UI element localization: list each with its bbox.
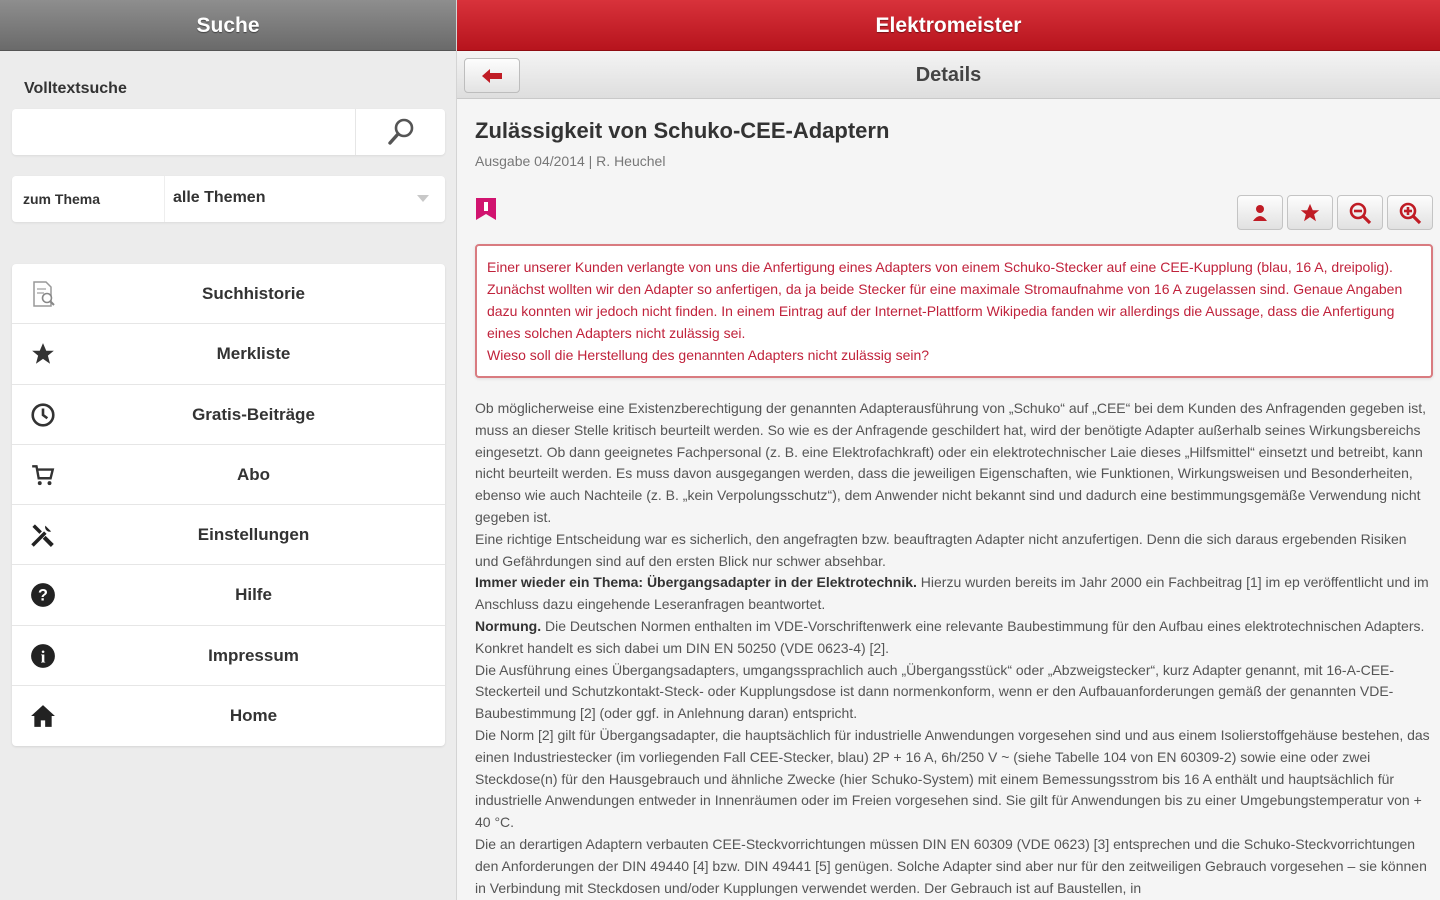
history-doc-icon — [29, 281, 57, 307]
zoom-out-icon — [1348, 201, 1372, 225]
menu-item-label: Hilfe — [235, 585, 272, 605]
svg-text:i: i — [40, 647, 46, 667]
author-button[interactable] — [1237, 195, 1283, 230]
zoom-out-button[interactable] — [1337, 195, 1383, 230]
body-paragraph — [475, 660, 1433, 725]
star-icon — [29, 341, 57, 367]
article-actions — [1237, 195, 1433, 230]
body-paragraph — [475, 398, 1433, 529]
topic-filter — [12, 176, 445, 222]
body-paragraph — [475, 529, 1433, 573]
menu-item-impressum[interactable] — [12, 626, 445, 686]
bookmark-star-button[interactable] — [1287, 195, 1333, 230]
search-button[interactable] — [355, 109, 445, 155]
menu-item-hilfe[interactable] — [12, 565, 445, 625]
svg-text:?: ? — [38, 586, 48, 605]
search-input[interactable] — [12, 109, 354, 155]
help-icon — [29, 582, 57, 608]
search-icon — [385, 116, 417, 148]
tools-icon — [29, 522, 57, 548]
star-icon — [1299, 202, 1321, 224]
reader-question — [475, 244, 1433, 378]
info-icon — [29, 643, 57, 669]
fulltext-search-label: Volltextsuche — [24, 80, 127, 97]
menu-item-label: Einstellungen — [197, 525, 310, 545]
paragraph-text: Die Deutschen Normen enthalten im VDE-Vorschriftenwerk eine relevante Baubestimmung für den Aufbau eines elektrotechnischen Adapters. Konkret handelt es sich dabei um DIN EN 50250 (VDE 0623-4) [2]. — [475, 617, 1425, 656]
cart-icon — [29, 462, 57, 488]
body-paragraph — [475, 616, 1433, 660]
paragraph-text: Ob möglicherweise eine Existenzberechtigung der genannten Adapterausführung von „Schuko“ auf „CEE“ bei dem Kunden des Anfragenden gegeben ist, muss an dieser Stelle kritisch beurteilt werden. So wie es der Anfragende geschildert hat, wird der benötigte Adapter außerhalb seines Wirkungsbereichs eingesetzt. Ob dann geeignetes Fachpersonal (z. B. eine Elektrofachkraft) oder ein elektrotechnischer Laie dieses „Hilfsmittel“ einsetzt und betreibt, kann nicht beurteilt werden. Es muss davon ausgegangen werden, dass die jeweiligen Eigenschaften, wie Funktionen, Wirkungsweisen und Besonderheiten, ebenso wie auch Nachteile (z. B. „kein Verpolungsschutz“), dem Anwender nicht bekannt sind und dadurch eine bestimmungsgemäße Verwendung nicht gegeben ist. — [475, 400, 1427, 525]
menu-item-merkliste[interactable] — [12, 324, 445, 384]
article-title: Zulässigkeit von Schuko-CEE-Adaptern — [475, 118, 890, 143]
person-icon — [1250, 203, 1270, 223]
paragraph-lead: Normung. — [475, 617, 542, 634]
menu-item-gratis-beitraege[interactable] — [12, 385, 445, 445]
arrow-left-icon — [481, 68, 503, 84]
paragraph-text: Hierzu wurden bereits im Jahr 2000 ein Fachbeitrag [1] im ep veröffentlicht und im Anschluss dazu eingehende Leseranfragen beantwortet. — [475, 574, 1429, 613]
article — [475, 118, 1433, 896]
question-paragraph: Einer unserer Kunden verlangte von uns die Anfertigung eines Adapters von einem Schuko-Stecker auf eine CEE-Kupplung (blau, 16 A, dreipolig). Zunächst wollten wir den Adapter so anfertigen, da ja beide Stecker für eine maximale Stromaufnahme von 16 A zugelassen sind. Genaue Angaben dazu konnten wir jedoch nicht finden. In einem Eintrag auf der Internet-Plattform Wikipedia fanden wir allerdings die Aussage, dass die Anfertigung eines solchen Adapters nicht zulässig sei. — [487, 259, 1403, 341]
menu-item-label: Gratis-Beiträge — [192, 404, 315, 424]
topic-select[interactable] — [164, 176, 445, 222]
paragraph-lead: Immer wieder ein Thema: Übergangsadapter in der Elektrotechnik. — [475, 574, 917, 591]
body-paragraph — [475, 725, 1433, 834]
paragraph-text: Die Norm [2] gilt für Übergangsadapter, die hauptsächlich für industrielle Anwendungen vorgesehen sind und aus einem Isolierstoffgehäuse bestehen, das einen Industriestecker (im vorliegenden Fall CEE-Stecker, blau) 2P + 16 A, 6h/250 V ~ (siehe Tabelle 104 von EN 60309-2) sowie eine oder zwei Steckdose(n) für den Hausgebrauch und ähnliche Zwecke (hier Schuko-System) mit einem Bemessungsstrom bis 16 A enthält und hauptsächlich für industrielle Anwendungen entweder in Innenräumen oder im Freien vorgesehen sind. Sie gilt für Anwendungen bis zu einer Umgebungstemperatur von + 40 °C. — [475, 726, 1430, 831]
article-body — [475, 398, 1433, 899]
back-button[interactable] — [464, 58, 520, 93]
article-meta: Ausgabe 04/2014 | R. Heuchel — [475, 153, 666, 169]
search-panel-title: Suche — [0, 0, 456, 51]
topic-select-value: alle Themen — [173, 189, 266, 206]
menu-item-label: Impressum — [208, 645, 299, 665]
menu-item-label: Merkliste — [216, 344, 291, 364]
detail-title: Details — [915, 64, 982, 86]
search-panel — [0, 0, 457, 900]
topic-label: zum Thema — [23, 191, 101, 207]
paragraph-text: Eine richtige Entscheidung war es sicherlich, den angefragten bzw. beauftragten Adapter nicht anzufertigen. Denn die sich daraus ergebenden Risiken und Gefährdungen sind auf den ersten Blick nur schwer absehbar. — [475, 530, 1407, 569]
menu-item-label: Home — [229, 706, 278, 726]
body-paragraph — [475, 572, 1433, 616]
search-box — [12, 109, 445, 155]
question-paragraph: Wieso soll die Herstellung des genannten Adapters nicht zulässig sein? — [487, 347, 930, 363]
clock-icon — [29, 402, 57, 428]
detail-toolbar — [457, 51, 1440, 99]
menu-item-abo[interactable] — [12, 445, 445, 505]
paragraph-text: Die an derartigen Adaptern verbauten CEE-Steckvorrichtungen müssen DIN EN 60309 (VDE 0623) [3] entsprechen und die Schuko-Steckvorrichtungen den Anforderungen der DIN 49440 [4] bzw. DIN 49441 [5] genügen. Solche Adapter sind aber nur für den zeitweiligen Gebrauch vorgesehen – sie können in Verbindung mit Steckdosen und/oder Kupplungen verwendet werden. Der Gebrauch ist auf Baustellen, in — [475, 835, 1427, 896]
main-menu — [12, 264, 445, 746]
body-paragraph — [475, 834, 1433, 899]
app-title: Elektromeister — [457, 0, 1440, 51]
menu-item-label: Suchhistorie — [202, 284, 305, 303]
chevron-down-icon — [417, 195, 429, 202]
detail-panel — [457, 0, 1440, 900]
menu-item-label: Abo — [236, 464, 271, 484]
zoom-in-button[interactable] — [1387, 195, 1433, 230]
menu-item-suchhistorie[interactable] — [12, 264, 445, 324]
paragraph-text: Die Ausführung eines Übergangsadapters, umgangssprachlich auch „Übergangsstück“ oder „Abzweigstecker“, kurz Adapter genannt, mit 16-A-CEE-Steckerteil und Schutzkontakt-Steck- oder Kupplungsdose ist dann normenkonform, wenn er den Aufbauanforderungen gemäß der genannten VDE-Baubestimmung [2] (oder ggf. in Anlehnung daran) entspricht. — [475, 661, 1395, 722]
zoom-in-icon — [1398, 201, 1422, 225]
home-icon — [29, 703, 57, 729]
menu-item-home[interactable] — [12, 686, 445, 746]
bookmark-icon[interactable] — [475, 198, 497, 220]
menu-item-einstellungen[interactable] — [12, 505, 445, 565]
